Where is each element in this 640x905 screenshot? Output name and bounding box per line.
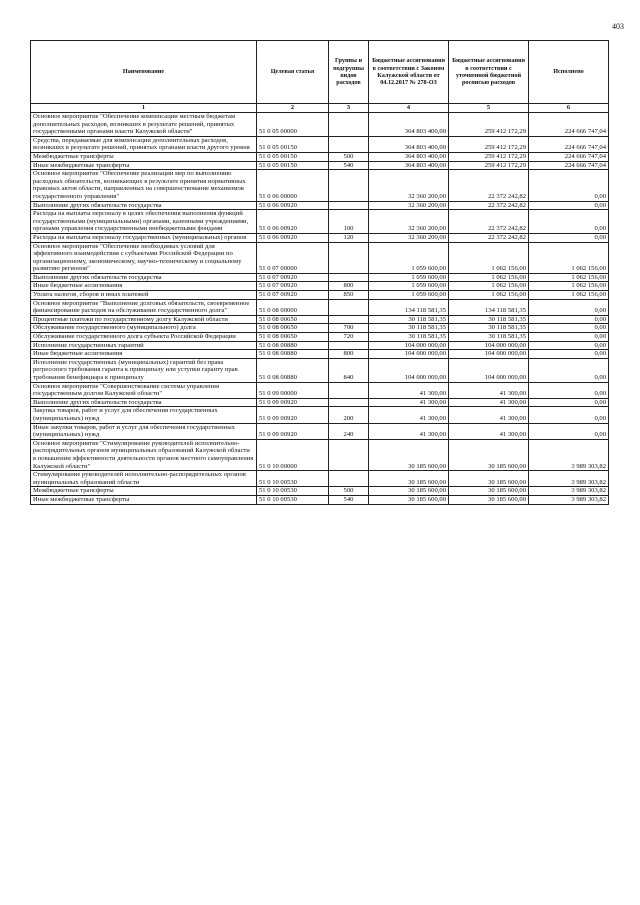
table-row — [31, 487, 609, 496]
row-executed-amount: 0,00 — [529, 398, 609, 407]
row-group-cell — [329, 471, 369, 487]
row-plan-amount: 30 118 581,35 — [449, 333, 529, 342]
row-group-cell — [329, 242, 369, 273]
row-plan-amount: 259 412 172,29 — [449, 152, 529, 161]
row-group-cell — [329, 273, 369, 282]
table-row — [31, 439, 609, 470]
row-plan-amount: 30 185 600,00 — [449, 471, 529, 487]
row-name-cell: Межбюджетные трансферты — [31, 152, 257, 161]
header-law-allocation: Бюджетные ассигнования в соответствии с Законом Калужской области от 04.12.2017 № 278-ОЗ — [369, 41, 449, 104]
row-plan-amount: 30 185 600,00 — [449, 439, 529, 470]
row-executed-amount: 1 062 156,00 — [529, 273, 609, 282]
row-name-cell: Иные бюджетные ассигнования — [31, 350, 257, 359]
row-name-cell: Иные закупки товаров, работ и услуг для обеспечения государственных (муниципальных) нужд — [31, 423, 257, 439]
row-law-amount: 32 360 200,00 — [369, 210, 449, 234]
row-law-amount: 134 118 581,35 — [369, 299, 449, 315]
row-code-cell: 51 0 08 00880 — [257, 350, 329, 359]
row-executed-amount: 224 666 747,04 — [529, 136, 609, 152]
row-code-cell: 51 0 08 00650 — [257, 315, 329, 324]
row-code-cell: 51 0 08 00000 — [257, 299, 329, 315]
header-name: Наименование — [31, 41, 257, 104]
row-group-cell — [329, 315, 369, 324]
table-row — [31, 282, 609, 291]
row-group-cell: 100 — [329, 210, 369, 234]
row-executed-amount: 3 989 303,82 — [529, 439, 609, 470]
table-row — [31, 299, 609, 315]
header-plan-allocation: Бюджетные ассигнования в соответствии с уточненной бюджетной росписью расходов — [449, 41, 529, 104]
row-code-cell: 51 0 09 00000 — [257, 382, 329, 398]
row-group-cell: 500 — [329, 487, 369, 496]
row-executed-amount: 0,00 — [529, 315, 609, 324]
row-law-amount: 1 059 600,00 — [369, 273, 449, 282]
table-row — [31, 170, 609, 201]
row-executed-amount: 0,00 — [529, 299, 609, 315]
row-code-cell: 51 0 05 00150 — [257, 136, 329, 152]
row-name-cell: Обслуживание государственного (муниципального) долга — [31, 324, 257, 333]
row-law-amount: 32 360 200,00 — [369, 201, 449, 210]
row-code-cell: 51 0 07 00000 — [257, 242, 329, 273]
row-executed-amount: 0,00 — [529, 210, 609, 234]
row-code-cell: 51 0 08 00650 — [257, 333, 329, 342]
row-executed-amount: 0,00 — [529, 170, 609, 201]
row-name-cell: Основное мероприятие "Обеспечение необходимых условий для эффективного взаимодействия с субъектами Российской Федерации по организационному, экономическому, научно-техническому и социальному развитию регионов" — [31, 242, 257, 273]
row-plan-amount: 22 372 242,82 — [449, 170, 529, 201]
row-executed-amount: 0,00 — [529, 423, 609, 439]
row-group-cell — [329, 341, 369, 350]
row-code-cell: 51 0 06 00920 — [257, 201, 329, 210]
row-group-cell — [329, 113, 369, 137]
row-name-cell: Основное мероприятие "Обеспечение реализации мер по выполнению расходных обязательств, возникающих в результате принятия нормативных правовых актов области, направленных на совершенствование механизмов государственного управления" — [31, 170, 257, 201]
row-law-amount: 1 059 600,00 — [369, 242, 449, 273]
row-executed-amount: 224 666 747,04 — [529, 113, 609, 137]
row-group-cell: 850 — [329, 291, 369, 300]
row-executed-amount: 0,00 — [529, 382, 609, 398]
table-row — [31, 358, 609, 382]
row-code-cell: 51 0 06 00000 — [257, 170, 329, 201]
row-code-cell: 51 0 08 00650 — [257, 324, 329, 333]
row-group-cell: 540 — [329, 495, 369, 504]
row-plan-amount: 104 000 000,00 — [449, 358, 529, 382]
row-plan-amount: 30 118 581,35 — [449, 324, 529, 333]
table-row — [31, 210, 609, 234]
row-executed-amount: 3 989 303,82 — [529, 495, 609, 504]
row-executed-amount: 0,00 — [529, 324, 609, 333]
table-header-row — [31, 41, 609, 104]
row-group-cell: 500 — [329, 152, 369, 161]
row-law-amount: 364 803 400,00 — [369, 152, 449, 161]
row-code-cell: 51 0 06 00920 — [257, 210, 329, 234]
table-row — [31, 273, 609, 282]
column-number: 2 — [257, 104, 329, 113]
row-law-amount: 364 803 400,00 — [369, 136, 449, 152]
row-code-cell: 51 0 10 00530 — [257, 495, 329, 504]
budget-table — [30, 40, 609, 505]
row-name-cell: Выполнение других обязательств государства — [31, 273, 257, 282]
row-executed-amount: 1 062 156,00 — [529, 242, 609, 273]
row-code-cell: 51 0 05 00150 — [257, 161, 329, 170]
row-code-cell: 51 0 08 00880 — [257, 358, 329, 382]
row-plan-amount: 259 412 172,29 — [449, 161, 529, 170]
row-group-cell — [329, 136, 369, 152]
table-row — [31, 161, 609, 170]
row-law-amount: 30 118 581,35 — [369, 333, 449, 342]
row-plan-amount: 22 372 242,82 — [449, 210, 529, 234]
table-row — [31, 382, 609, 398]
row-plan-amount: 30 185 600,00 — [449, 495, 529, 504]
row-code-cell: 51 0 10 00000 — [257, 439, 329, 470]
row-executed-amount: 0,00 — [529, 233, 609, 242]
row-law-amount: 41 300,00 — [369, 382, 449, 398]
row-group-cell: 800 — [329, 350, 369, 359]
row-law-amount: 32 360 200,00 — [369, 170, 449, 201]
column-number: 3 — [329, 104, 369, 113]
column-number: 1 — [31, 104, 257, 113]
row-executed-amount: 0,00 — [529, 341, 609, 350]
row-group-cell: 800 — [329, 282, 369, 291]
row-law-amount: 104 000 000,00 — [369, 358, 449, 382]
row-name-cell: Выполнение других обязательств государства — [31, 201, 257, 210]
row-law-amount: 30 185 600,00 — [369, 471, 449, 487]
row-plan-amount: 259 412 172,29 — [449, 113, 529, 137]
row-name-cell: Основное мероприятие "Стимулирование руководителей исполнительно-распорядительных органов муниципальных образований Калужской области в повышении эффективности деятельности органов местного самоуправления Калужской области" — [31, 439, 257, 470]
row-law-amount: 30 185 600,00 — [369, 439, 449, 470]
row-group-cell: 540 — [329, 161, 369, 170]
row-law-amount: 30 185 600,00 — [369, 495, 449, 504]
header-executed: Исполнено — [529, 41, 609, 104]
row-name-cell: Иные межбюджетные трансферты — [31, 161, 257, 170]
row-law-amount: 30 118 581,35 — [369, 315, 449, 324]
row-group-cell — [329, 201, 369, 210]
row-name-cell: Исполнение государственных (муниципальных) гарантий без права регрессного требования гаранта к принципалу или уступки гаранту прав требования бенефициара к принципалу — [31, 358, 257, 382]
row-executed-amount: 3 989 303,82 — [529, 471, 609, 487]
row-name-cell: Основное мероприятие "Совершенствование системы управления государственным долгом Калужской области" — [31, 382, 257, 398]
column-number: 5 — [449, 104, 529, 113]
row-name-cell: Средства, передаваемые для компенсации дополнительных расходов, возникших в результате решений, принятых органами власти другого уровня — [31, 136, 257, 152]
row-law-amount: 41 300,00 — [369, 407, 449, 423]
page-number: 403 — [612, 22, 624, 31]
table-row — [31, 495, 609, 504]
row-code-cell: 51 0 10 00530 — [257, 471, 329, 487]
table-row — [31, 201, 609, 210]
row-group-cell: 720 — [329, 333, 369, 342]
header-target-article: Целевая статья — [257, 41, 329, 104]
row-name-cell: Межбюджетные трансферты — [31, 487, 257, 496]
row-code-cell: 51 0 10 00530 — [257, 487, 329, 496]
row-name-cell: Процентные платежи по государственному долгу Калужской области — [31, 315, 257, 324]
column-number: 4 — [369, 104, 449, 113]
row-plan-amount: 1 062 156,00 — [449, 242, 529, 273]
row-code-cell: 51 0 09 00920 — [257, 423, 329, 439]
row-name-cell: Стимулирование руководителей исполнительно-распорядительных органов муниципальных образований области — [31, 471, 257, 487]
row-group-cell: 700 — [329, 324, 369, 333]
row-code-cell: 51 0 06 00920 — [257, 233, 329, 242]
row-code-cell: 51 0 05 00000 — [257, 113, 329, 137]
row-executed-amount: 0,00 — [529, 201, 609, 210]
row-group-cell — [329, 170, 369, 201]
row-name-cell: Основное мероприятие "Обеспечение компенсации местным бюджетам дополнительных расходов, возникших в результате решений, принятых государственными органами власти Калужской области" — [31, 113, 257, 137]
row-code-cell: 51 0 07 00920 — [257, 273, 329, 282]
row-code-cell: 51 0 05 00150 — [257, 152, 329, 161]
row-plan-amount: 1 062 156,00 — [449, 273, 529, 282]
row-plan-amount: 41 300,00 — [449, 382, 529, 398]
row-group-cell — [329, 299, 369, 315]
table-row — [31, 333, 609, 342]
row-plan-amount: 41 300,00 — [449, 407, 529, 423]
row-group-cell: 840 — [329, 358, 369, 382]
row-plan-amount: 30 118 581,35 — [449, 315, 529, 324]
row-group-cell — [329, 382, 369, 398]
row-law-amount: 104 000 000,00 — [369, 350, 449, 359]
table-row — [31, 471, 609, 487]
row-law-amount: 30 118 581,35 — [369, 324, 449, 333]
row-law-amount: 1 059 600,00 — [369, 291, 449, 300]
row-law-amount: 32 360 200,00 — [369, 233, 449, 242]
row-name-cell: Исполнение государственных гарантий — [31, 341, 257, 350]
table-row — [31, 398, 609, 407]
row-name-cell: Основное мероприятие "Выполнение долговых обязательств, своевременное финансирование расходов на обслуживание государственного долга" — [31, 299, 257, 315]
row-name-cell: Уплата налогов, сборов и иных платежей — [31, 291, 257, 300]
row-name-cell: Обслуживание государственного долга субъекта Российской Федерации — [31, 333, 257, 342]
row-name-cell: Расходы на выплаты персоналу государственных (муниципальных) органов — [31, 233, 257, 242]
row-group-cell: 240 — [329, 423, 369, 439]
column-number: 6 — [529, 104, 609, 113]
row-code-cell: 51 0 09 00920 — [257, 407, 329, 423]
table-row — [31, 407, 609, 423]
row-law-amount: 41 300,00 — [369, 423, 449, 439]
row-name-cell: Иные межбюджетные трансферты — [31, 495, 257, 504]
row-law-amount: 104 000 000,00 — [369, 341, 449, 350]
row-plan-amount: 259 412 172,29 — [449, 136, 529, 152]
row-name-cell: Выполнение других обязательств государства — [31, 398, 257, 407]
table-row — [31, 136, 609, 152]
row-code-cell: 51 0 09 00920 — [257, 398, 329, 407]
table-row — [31, 315, 609, 324]
row-plan-amount: 1 062 156,00 — [449, 282, 529, 291]
row-plan-amount: 30 185 600,00 — [449, 487, 529, 496]
row-executed-amount: 1 062 156,00 — [529, 291, 609, 300]
row-executed-amount: 0,00 — [529, 350, 609, 359]
table-row — [31, 324, 609, 333]
row-plan-amount: 22 372 242,82 — [449, 201, 529, 210]
column-numbers-row — [31, 104, 609, 113]
table-row — [31, 113, 609, 137]
row-law-amount: 364 803 400,00 — [369, 161, 449, 170]
header-expense-group: Группы и подгруппы видов расходов — [329, 41, 369, 104]
row-executed-amount: 1 062 156,00 — [529, 282, 609, 291]
table-row — [31, 242, 609, 273]
row-executed-amount: 0,00 — [529, 333, 609, 342]
table-row — [31, 341, 609, 350]
row-plan-amount: 41 300,00 — [449, 423, 529, 439]
row-executed-amount: 3 989 303,82 — [529, 487, 609, 496]
table-row — [31, 350, 609, 359]
row-plan-amount: 22 372 242,82 — [449, 233, 529, 242]
row-name-cell: Иные бюджетные ассигнования — [31, 282, 257, 291]
row-group-cell: 120 — [329, 233, 369, 242]
row-group-cell: 200 — [329, 407, 369, 423]
row-executed-amount: 0,00 — [529, 407, 609, 423]
table-row — [31, 233, 609, 242]
row-executed-amount: 224 666 747,04 — [529, 152, 609, 161]
row-name-cell: Закупка товаров, работ и услуг для обеспечения государственных (муниципальных) нужд — [31, 407, 257, 423]
row-name-cell: Расходы на выплаты персоналу в целях обеспечения выполнения функций государственными (муниципальными) органами, казенными учреждениями, органами управления государственными внебюджетными фондами — [31, 210, 257, 234]
table-row — [31, 152, 609, 161]
row-code-cell: 51 0 08 00880 — [257, 341, 329, 350]
row-law-amount: 1 059 600,00 — [369, 282, 449, 291]
table-row — [31, 291, 609, 300]
table-body — [31, 113, 609, 505]
row-group-cell — [329, 439, 369, 470]
row-plan-amount: 104 000 000,00 — [449, 341, 529, 350]
row-code-cell: 51 0 07 00920 — [257, 291, 329, 300]
row-plan-amount: 134 118 581,35 — [449, 299, 529, 315]
row-law-amount: 364 803 400,00 — [369, 113, 449, 137]
row-plan-amount: 104 000 000,00 — [449, 350, 529, 359]
row-plan-amount: 41 300,00 — [449, 398, 529, 407]
row-plan-amount: 1 062 156,00 — [449, 291, 529, 300]
row-group-cell — [329, 398, 369, 407]
table-row — [31, 423, 609, 439]
row-law-amount: 30 185 600,00 — [369, 487, 449, 496]
row-executed-amount: 224 666 747,04 — [529, 161, 609, 170]
row-law-amount: 41 300,00 — [369, 398, 449, 407]
row-code-cell: 51 0 07 00920 — [257, 282, 329, 291]
row-executed-amount: 0,00 — [529, 358, 609, 382]
